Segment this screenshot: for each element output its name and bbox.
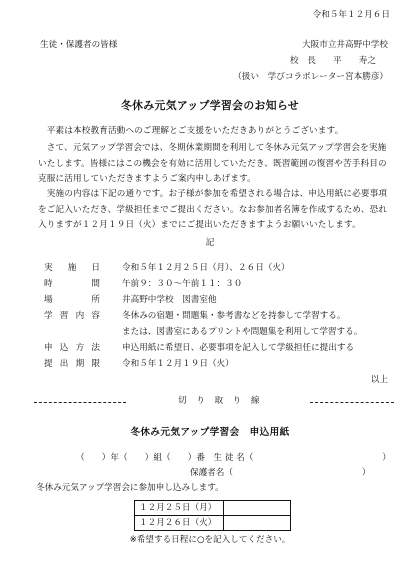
form-title: 冬休み元気アップ学習会 申込用紙 bbox=[130, 427, 290, 438]
detail-row-date bbox=[44, 263, 290, 274]
date-cell: １２月２５日（月） bbox=[135, 501, 224, 516]
instructions-paragraph: 実施の内容は下記の通りです。お子様が参加を希望される場合は、申込用紙に必要事項をご記入いただき、学級担任までご提出ください。なお参加者名簿を作成するため、恐れ入りますが１２月１９日（火）までにご提出いただきますようお願いいたします。 bbox=[38, 189, 388, 231]
date-cell: １２月２６日（火） bbox=[135, 516, 224, 531]
detail-value: 冬休みの宿題・問題集・参考書などを持参して学習する。 bbox=[122, 311, 346, 321]
principal-name: 校 長 平 寿之 bbox=[290, 56, 376, 66]
cut-line bbox=[34, 396, 394, 408]
detail-label: 学習内容 bbox=[44, 311, 100, 321]
table-row bbox=[135, 501, 291, 516]
ki-heading: 記 bbox=[205, 238, 215, 248]
detail-row-content-cont bbox=[44, 327, 362, 338]
cut-line-dash-left bbox=[34, 402, 126, 403]
detail-row-content bbox=[44, 311, 345, 322]
detail-label: 申込方法 bbox=[44, 343, 100, 353]
detail-label: 実施日 bbox=[44, 263, 100, 273]
detail-value: 午前９：３０～午前１１：３０ bbox=[122, 279, 243, 289]
form-guardian-line[interactable]: 保護者名（ ） bbox=[190, 468, 371, 478]
ijo-closing: 以上 bbox=[370, 375, 388, 385]
detail-label: 場所 bbox=[44, 295, 100, 305]
choice-mark-cell[interactable] bbox=[224, 516, 291, 531]
form-note: ※希望する日程に○を記入してください。 bbox=[129, 535, 291, 545]
detail-value: 令和５年１２月２５日（月）、２６日（火） bbox=[122, 263, 290, 273]
form-student-line[interactable]: （ ）年（ ）組（ ）番 生 徒 名（ ） bbox=[76, 453, 391, 463]
notice-title: 冬休み元気アップ学習会のお知らせ bbox=[120, 99, 300, 112]
detail-value: 井高野中学校 図書室他 bbox=[122, 295, 217, 305]
detail-row-time bbox=[44, 279, 242, 290]
staff-in-charge: （扱い 学びコラボレーター宮本勝彦） bbox=[233, 72, 388, 82]
detail-row-method bbox=[44, 343, 354, 354]
form-apply-text: 冬休み元気アップ学習会に参加申し込みします。 bbox=[36, 483, 224, 493]
detail-label: 提出期限 bbox=[44, 359, 100, 369]
cut-line-label: 切 り 取 り 線 bbox=[178, 396, 260, 406]
school-name: 大阪市立井高野中学校 bbox=[302, 40, 388, 50]
greeting-paragraph: 平素は本校教育活動へのご理解とご支援をいただきありがとうございます。 bbox=[38, 126, 344, 136]
detail-label: 時間 bbox=[44, 279, 100, 289]
detail-value: 令和５年１２月１９日（火） bbox=[122, 359, 234, 369]
detail-row-deadline bbox=[44, 359, 234, 370]
cut-line-dash-right bbox=[310, 402, 394, 403]
detail-value: 申込用紙に希望日、必要事項を記入して学級担任に提出する bbox=[122, 343, 355, 353]
choice-mark-cell[interactable] bbox=[224, 501, 291, 516]
issue-date: 令和５年１２月６日 bbox=[312, 10, 390, 20]
detail-row-place bbox=[44, 295, 217, 306]
table-row bbox=[135, 516, 291, 531]
addressee: 生徒・保護者の皆様 bbox=[40, 40, 118, 50]
detail-value: または、図書室にあるプリントや問題集を利用して学習する。 bbox=[122, 327, 363, 337]
intro-paragraph: さて、元気アップ学習会では、冬期休業期間を利用して冬休み元気アップ学習会を実施いたします。皆様にはこの機会を有効に活用していただき、既習範囲の復習や苦手科目の克服に活用していただきますようご案内申しあげます。 bbox=[38, 143, 387, 185]
date-choice-table bbox=[134, 500, 291, 531]
